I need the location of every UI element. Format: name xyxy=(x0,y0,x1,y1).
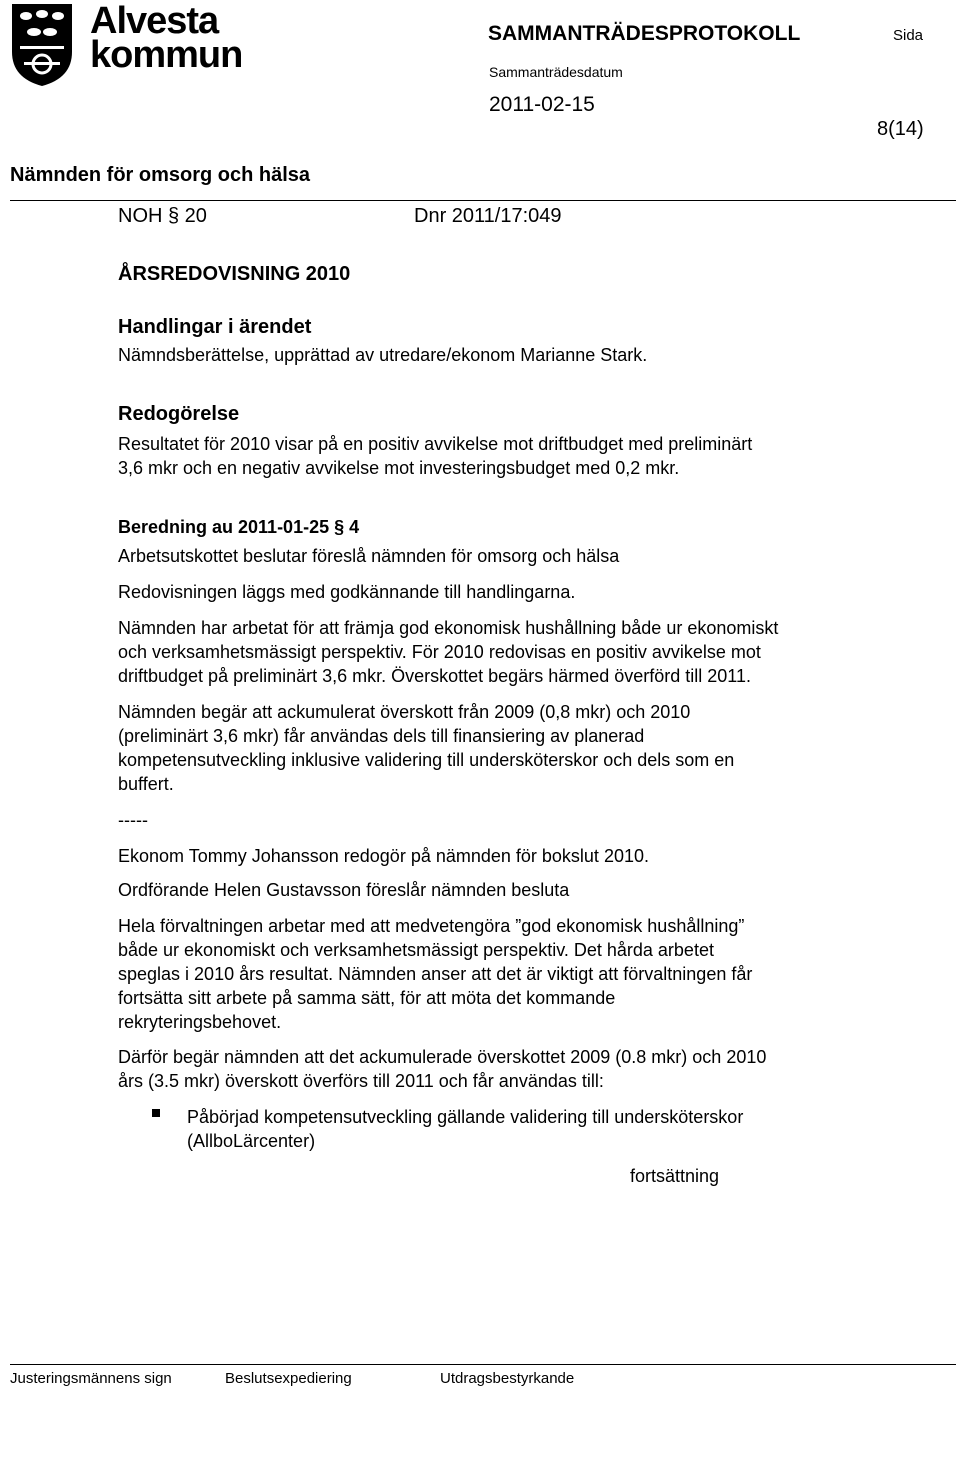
administration-paragraph-line-1: Hela förvaltningen arbetar med att medvetengöra ”god ekonomisk hushållning” xyxy=(118,916,745,936)
footer-divider xyxy=(10,1364,956,1365)
preparation-text: Arbetsutskottet beslutar föreslå nämnden för omsorg och hälsa xyxy=(118,546,620,566)
page-number: 8(14) xyxy=(877,118,924,140)
bullet-square-icon xyxy=(152,1109,160,1117)
preparation-paragraph-3-line-1: Nämnden begär att ackumulerat överskott från 2009 (0,8 mkr) och 2010 xyxy=(118,702,691,722)
logo-text-line-2: kommun xyxy=(90,34,243,76)
administration-paragraph-line-5: rekryteringsbehovet. xyxy=(118,1012,282,1032)
request-paragraph-line-2: års (3.5 mkr) överskott överförs till 2011 och får användas till: xyxy=(118,1071,604,1091)
logo-wordmark xyxy=(90,0,243,76)
logo-text-line-1: Alvesta xyxy=(90,0,219,42)
diary-number: Dnr 2011/17:049 xyxy=(414,205,562,227)
municipality-logo xyxy=(10,2,242,90)
bullet-item-line-2: (AllboLärcenter) xyxy=(187,1131,316,1151)
footer-extract-certification: Utdragsbestyrkande xyxy=(440,1370,575,1387)
footer-decision-dispatch: Beslutsexpediering xyxy=(225,1370,352,1387)
page-label: Sida xyxy=(893,27,924,44)
preparation-paragraph-3-line-3: kompetensutveckling inklusive validering till undersköterskor och dels som en xyxy=(118,750,735,770)
account-text-line-2: 3,6 mkr och en negativ avvikelse mot investeringsbudget med 0,2 mkr. xyxy=(118,458,680,478)
preparation-paragraph-2-line-2: och verksamhetsmässigt perspektiv. För 2010 redovisas en positiv avvikelse mot xyxy=(118,642,761,662)
meeting-date-label: Sammanträdesdatum xyxy=(489,64,623,80)
separator-dashes: ----- xyxy=(118,810,148,830)
bullet-item-line-1: Påbörjad kompetensutveckling gällande validering till undersköterskor xyxy=(187,1107,744,1127)
preparation-heading: Beredning au 2011-01-25 § 4 xyxy=(118,517,360,537)
case-number: NOH § 20 xyxy=(118,205,207,227)
continuation-note: fortsättning xyxy=(630,1166,720,1186)
preparation-paragraph-2-line-1: Nämnden har arbetat för att främja god ekonomisk hushållning både ur ekonomiskt xyxy=(118,618,779,638)
meeting-date: 2011-02-15 xyxy=(489,93,595,116)
document-type-title: SAMMANTRÄDESPROTOKOLL xyxy=(488,22,801,45)
footer-adjusters-signature: Justeringsmännens sign xyxy=(10,1370,172,1387)
account-text-line-1: Resultatet för 2010 visar på en positiv avvikelse mot driftbudget med preliminärt xyxy=(118,434,753,454)
administration-paragraph-line-4: fortsätta sitt arbete på samma sätt, för att möta det kommande xyxy=(118,988,616,1008)
coat-of-arms-icon xyxy=(10,2,74,88)
preparation-paragraph-3-line-2: (preliminärt 3,6 mkr) får användas dels till finansiering av planerad xyxy=(118,726,645,746)
case-title: ÅRSREDOVISNING 2010 xyxy=(118,263,351,285)
preparation-paragraph-1: Redovisningen läggs med godkännande till handlingarna. xyxy=(118,582,576,602)
preparation-paragraph-2-line-3: driftbudget på preliminärt 3,6 mkr. Överskottet begärs härmed överförd till 2011. xyxy=(118,666,751,686)
organization-name: Nämnden för omsorg och hälsa xyxy=(10,164,311,186)
chair-paragraph: Ordförande Helen Gustavsson föreslår nämnden besluta xyxy=(118,880,570,900)
documents-heading: Handlingar i ärendet xyxy=(118,316,312,338)
header-divider xyxy=(10,200,956,201)
administration-paragraph-line-3: speglas i 2010 års resultat. Nämnden anser att det är viktigt att förvaltningen får xyxy=(118,964,753,984)
preparation-paragraph-3-line-4: buffert. xyxy=(118,774,174,794)
account-heading: Redogörelse xyxy=(118,403,240,425)
documents-text: Nämndsberättelse, upprättad av utredare/ekonom Marianne Stark. xyxy=(118,345,648,365)
request-paragraph-line-1: Därför begär nämnden att det ackumulerade överskottet 2009 (0.8 mkr) och 2010 xyxy=(118,1047,767,1067)
administration-paragraph-line-2: både ur ekonomiskt och verksamhetsmässigt perspektiv. Det hårda arbetet xyxy=(118,940,714,960)
economist-paragraph: Ekonom Tommy Johansson redogör på nämnden för bokslut 2010. xyxy=(118,846,649,866)
